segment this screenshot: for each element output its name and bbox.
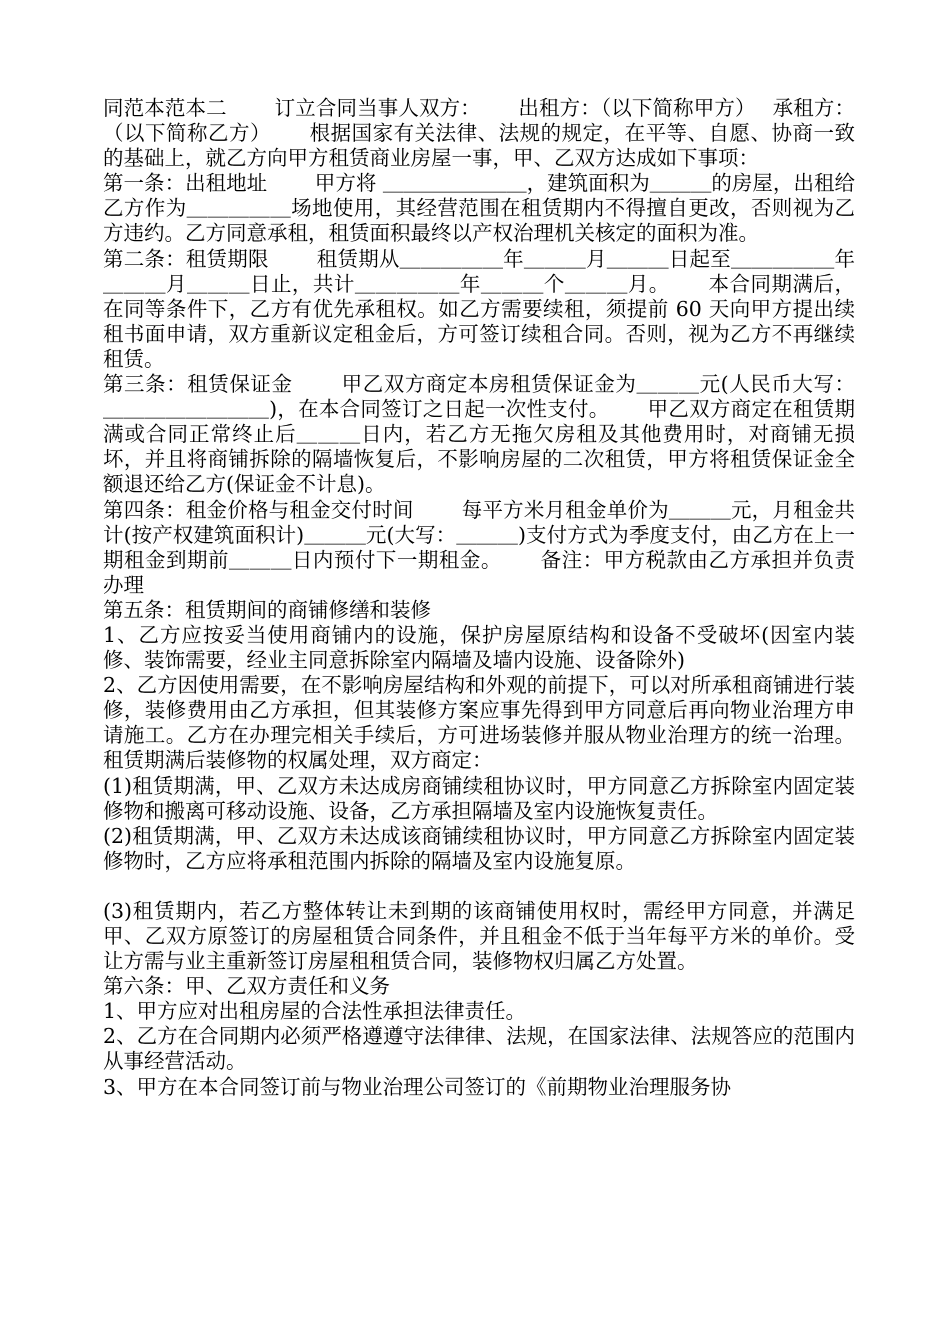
article-5-clause-1: 1、乙方应按妥当使用商铺内的设施，保护房屋原结构和设备不受破坏(因室内装修、装饰需要，经业主同意拆除室内隔墙及墙内设施、设备除外) xyxy=(103,622,855,673)
article-1-rental-address: 第一条：出租地址 甲方将 ＿＿＿＿＿＿＿，建筑面积为＿＿＿的房屋，出租给乙方作为＿＿＿＿＿场地使用，其经营范围在租赁期内不得擅自更改，否则视为乙方违约。乙方同意承租，租赁面积最终以产权治理机关核定的面积为准。 xyxy=(103,171,855,246)
article-6-clause-3: 3、甲方在本合同签订前与物业治理公司签订的《前期物业治理服务协 xyxy=(103,1074,732,1099)
article-5-heading: 第五条：租赁期间的商铺修缮和装修 xyxy=(103,597,431,622)
article-3-lease-deposit: 第三条：租赁保证金 甲乙双方商定本房租赁保证金为＿＿＿元(人民币大写：＿＿＿＿＿＿＿＿)，在本合同签订之日起一次性支付。 甲乙双方商定在租赁期满或合同正常终止后＿＿＿日内，若乙方无拖欠房租及其他费用时，对商铺无损坏，并且将商铺拆除的隔墙恢复后，不影响房屋的二次租赁，甲方将租赁保证金全额退还给乙方(保证金不计息)。 xyxy=(103,372,855,497)
article-5-clause-2: 2、乙方因使用需要，在不影响房屋结构和外观的前提下，可以对所承租商铺进行装修，装修费用由乙方承担，但其装修方案应事先得到甲方同意后再向物业治理方申请施工。乙方在办理完相关手续后，方可进场装修并服从物业治理方的统一治理。租赁期满后装修物的权属处理，双方商定： xyxy=(103,673,855,773)
article-5-subclause-2: (2)租赁期满，甲、乙双方未达成该商铺续租协议时，甲方同意乙方拆除室内固定装修物时，乙方应将承租范围内拆除的隔墙及室内设施复原。 xyxy=(103,823,855,873)
article-5-subclause-1: (1)租赁期满，甲、乙双方未达成房商铺续租协议时，甲方同意乙方拆除室内固定装修物和搬离可移动设施、设备，乙方承担隔墙及室内设施恢复责任。 xyxy=(103,773,855,823)
article-4-rent-payment: 第四条：租金价格与租金交付时间 每平方米月租金单价为＿＿＿元，月租金共计(按产权建筑面积计)＿＿＿元(大写：＿＿＿)支付方式为季度支付，由乙方在上一期租金到期前＿＿＿日内预付下一期租金。 备注：甲方税款由乙方承担并负责办理 xyxy=(103,497,855,597)
contract-intro-paragraph: 同范本范本二 订立合同当事人双方： 出租方：（以下简称甲方） 承租方：（以下简称乙方） 根据国家有关法律、法规的规定，在平等、自愿、协商一致的基础上，就乙方向甲方租赁商业房屋一事，甲、乙双方达成如下事项： xyxy=(103,96,855,171)
article-6-clause-1: 1、甲方应对出租房屋的合法性承担法律责任。 xyxy=(103,999,527,1024)
article-6-clause-2: 2、乙方在合同期内必须严格遵遵守法律律、法规，在国家法律、法规答应的范围内从事经营活动。 xyxy=(103,1024,855,1074)
article-2-lease-term: 第二条：租赁期限 租赁期从＿＿＿＿＿年＿＿＿月＿＿＿日起至＿＿＿＿＿年＿＿＿月＿＿＿日止，共计＿＿＿＿＿年＿＿＿个＿＿＿月。 本合同期满后，在同等条件下，乙方有优先承租权。如乙方需要续租，须提前 60 天向甲方提出续租书面申请，双方重新议定租金后，方可签订续租合同。否则，视为乙方不再继续租赁。 xyxy=(103,246,855,371)
article-6-heading: 第六条：甲、乙双方责任和义务 xyxy=(103,974,390,999)
contract-document xyxy=(103,96,855,1100)
blank-line xyxy=(103,874,855,899)
article-5-subclause-3: (3)租赁期内，若乙方整体转让未到期的该商铺使用权时，需经甲方同意，并满足甲、乙双方原签订的房屋租赁合同条件，并且租金不低于当年每平方米的单价。受让方需与业主重新签订房屋租租赁合同，装修物权归属乙方处置。 xyxy=(103,898,855,974)
